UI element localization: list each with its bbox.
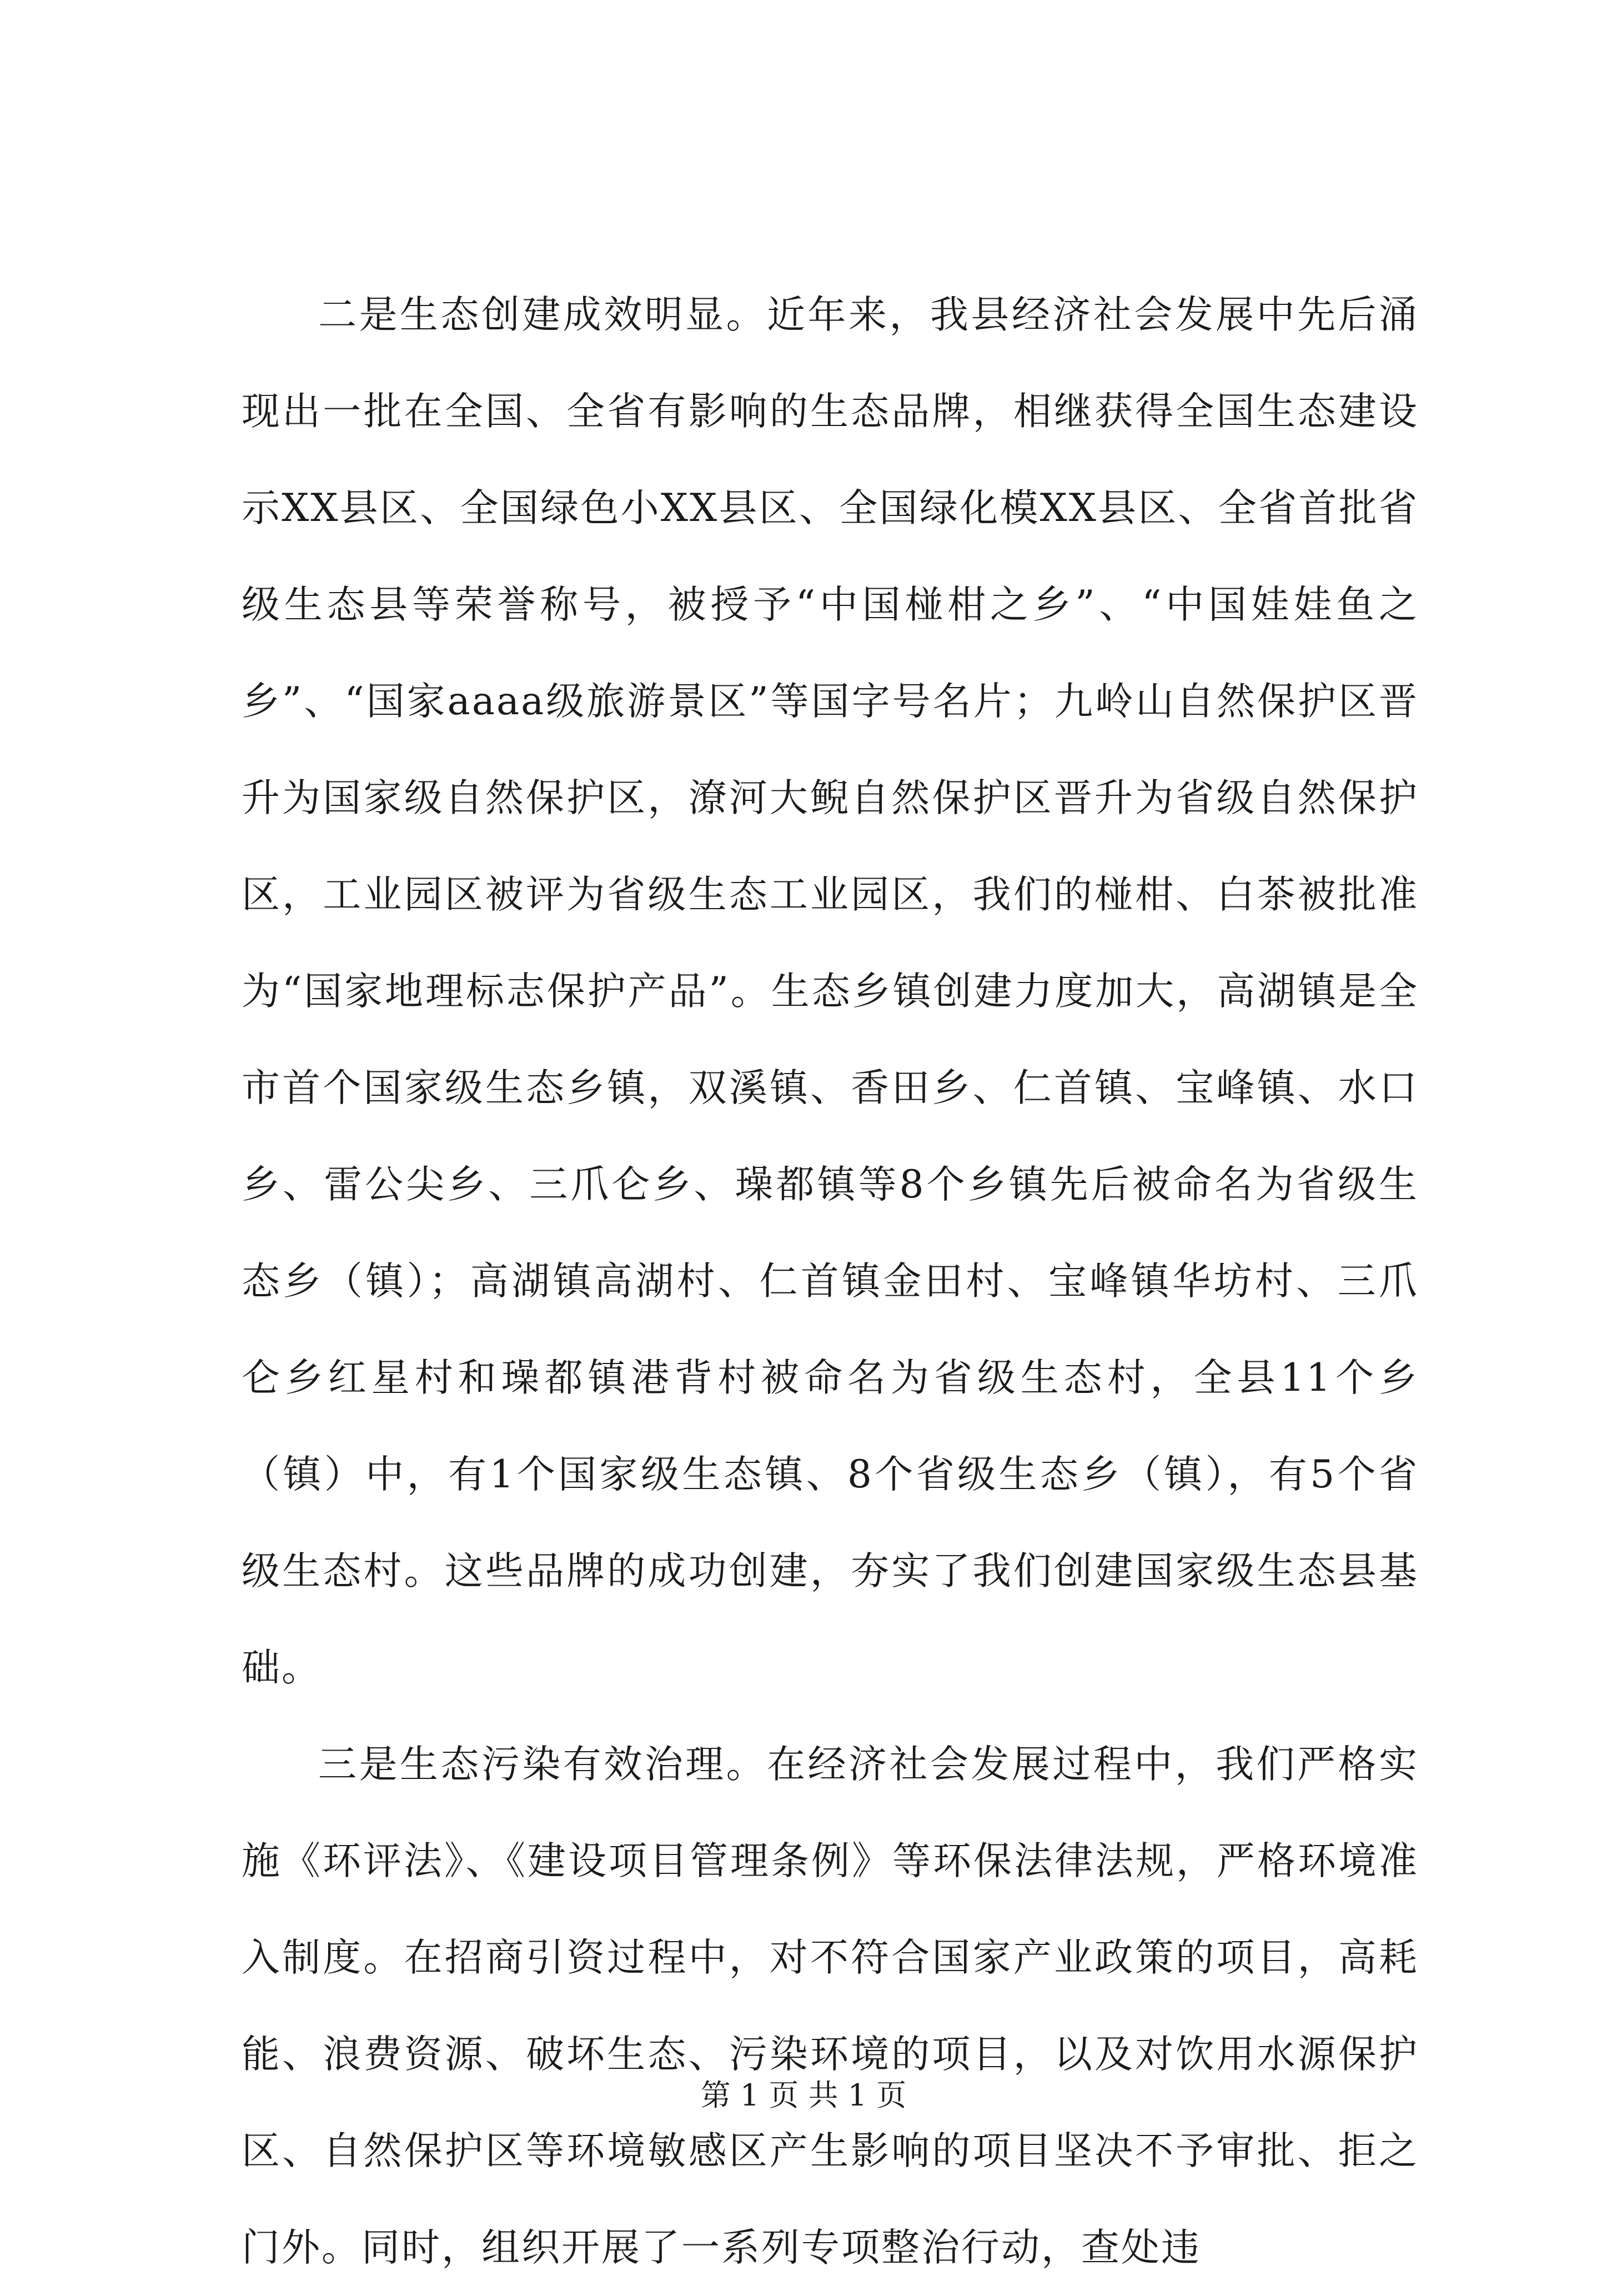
paragraph-ecological-creation: 二是生态创建成效明显。近年来，我县经济社会发展中先后涌现出一批在全国、全省有影响的生态品牌，相继获得全国生态建设示XX县区、全国绿色小XX县区、全国绿化模XX县区、全省首批省级生态县等荣誉称号，被授予“中国椪柑之乡”、“中国娃娃鱼之乡”、“国家aaaa级旅游景区”等国字号名片；九岭山自然保护区晋升为国家级自然保护区，潦河大鲵自然保护区晋升为省级自然保护区，工业园区被评为省级生态工业园区，我们的椪柑、白茶被批准为“国家地理标志保护产品”。生态乡镇创建力度加大，高湖镇是全市首个国家级生态乡镇，双溪镇、香田乡、仁首镇、宝峰镇、水口乡、雷公尖乡、三爪仑乡、璪都镇等8个乡镇先后被命名为省级生态乡（镇）；高湖镇高湖村、仁首镇金田村、宝峰镇华坊村、三爪仑乡红星村和璪都镇港背村被命名为省级生态村，全县11个乡（镇）中，有1个国家级生态镇、8个省级生态乡（镇），有5个省级生态村。这些品牌的成功创建，夯实了我们创建国家级生态县基础。 <box>242 293 1419 1690</box>
document-body <box>242 267 1419 2296</box>
page-footer: 第 1 页 共 1 页 <box>700 2078 907 2113</box>
paragraph-pollution-control: 三是生态污染有效治理。在经济社会发展过程中，我们严格实施《环评法》、《建设项目管理条例》等环保法律法规，严格环境准入制度。在招商引资过程中，对不符合国家产业政策的项目，高耗能、浪费资源、破坏生态、污染环境的项目，以及对饮用水源保护区、自然保护区等环境敏感区产生影响的项目坚决不予审批、拒之门外。同时，组织开展了一系列专项整治行动，查处违 <box>242 1742 1419 2270</box>
